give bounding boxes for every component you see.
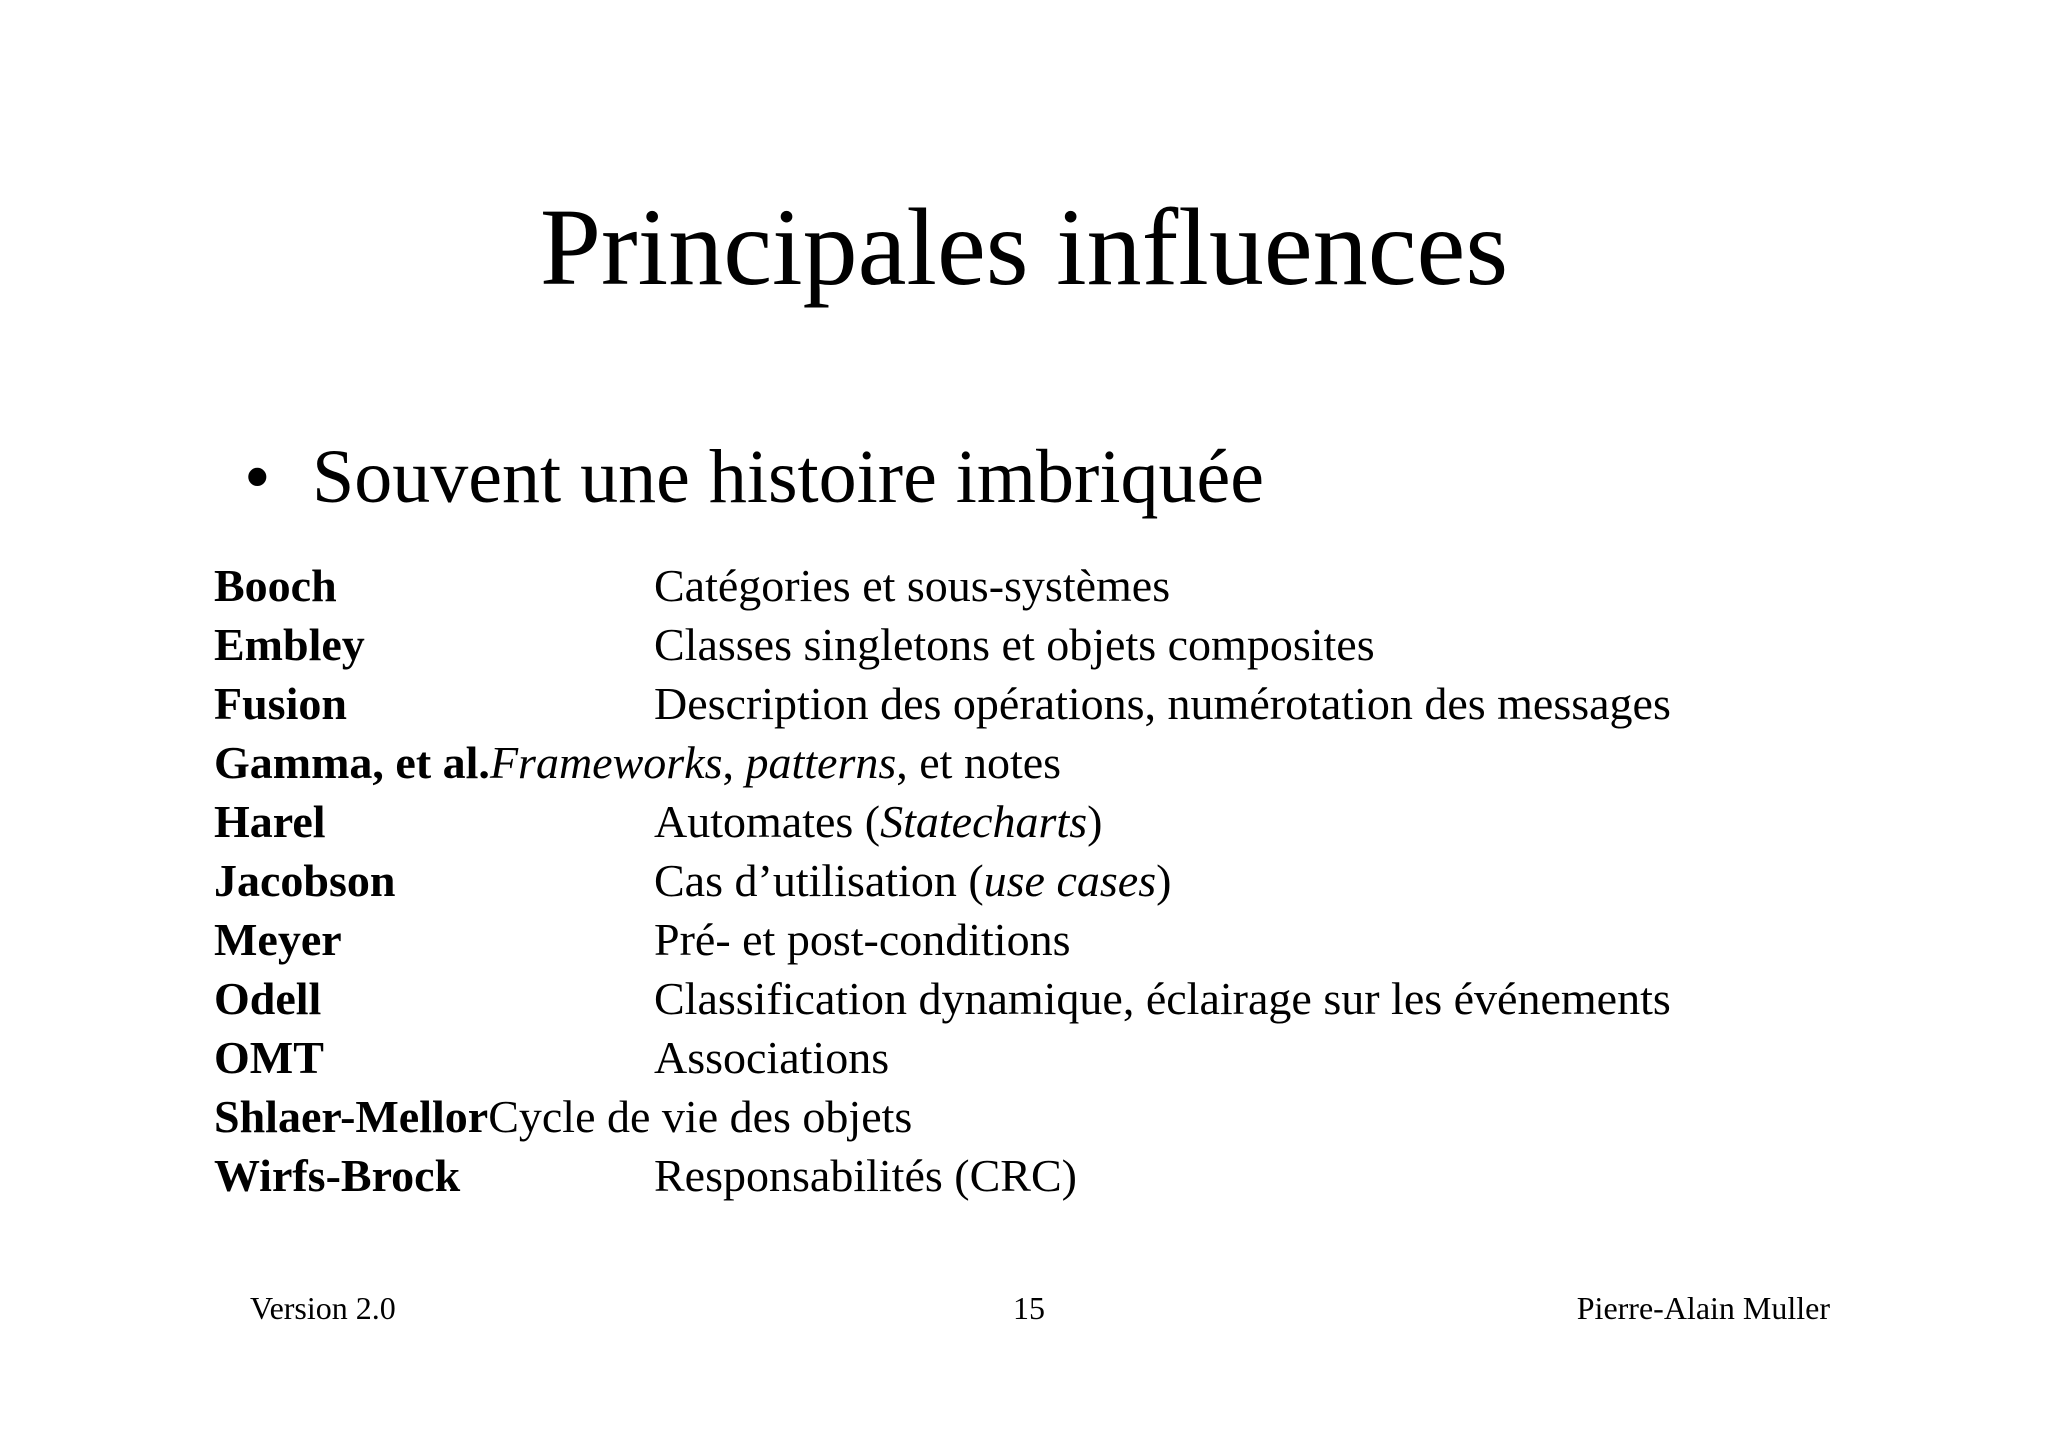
influence-name: Gamma, et al.	[214, 737, 490, 788]
separator: ,	[722, 737, 746, 788]
influence-name: Shlaer-Mellor	[214, 1091, 489, 1142]
emphasis-statecharts: Statecharts	[880, 796, 1088, 847]
influence-name: OMT	[214, 1032, 324, 1083]
influence-contribution: Associations	[654, 1032, 890, 1083]
bullet-item	[244, 432, 1264, 522]
influence-contribution	[654, 851, 1171, 910]
influence-name: Jacobson	[214, 855, 396, 906]
footer-version: Version 2.0	[250, 1290, 396, 1326]
influence-contribution: Description des opérations, numérotation des messages	[654, 678, 1671, 729]
influence-contribution: Pré- et post-conditions	[654, 914, 1071, 965]
influence-name: Embley	[214, 619, 365, 670]
influence-contribution: Classification dynamique, éclairage sur les événements	[654, 973, 1671, 1024]
influence-row-odell	[214, 969, 1671, 1028]
influence-contribution: Cycle de vie des objets	[488, 1091, 913, 1142]
contribution-post: )	[1087, 796, 1103, 847]
bullet-text: Souvent une histoire imbriquée	[312, 435, 1264, 519]
contribution-pre: Cas d’utilisation (	[654, 855, 984, 906]
contribution-post: )	[1156, 855, 1172, 906]
influence-name: Harel	[214, 796, 326, 847]
influence-row-harel	[214, 792, 1103, 851]
influence-row-meyer	[214, 910, 1071, 969]
slide-title: Principales influences	[539, 186, 1509, 308]
emphasis-frameworks: Frameworks	[489, 737, 723, 788]
footer-author: Pierre-Alain Muller	[1576, 1290, 1830, 1326]
influence-row-shlaer-mellor	[214, 1087, 1061, 1146]
influence-name: Fusion	[214, 678, 347, 729]
influence-contribution	[654, 792, 1102, 851]
influence-contribution: Catégories et sous-systèmes	[654, 560, 1171, 611]
influence-contribution: Responsabilités (CRC)	[654, 1150, 1077, 1201]
influence-name: Booch	[214, 560, 337, 611]
emphasis-use-cases: use cases	[983, 855, 1157, 906]
influence-name: Meyer	[214, 914, 342, 965]
influence-contribution	[490, 737, 1061, 788]
contribution-rest: , et notes	[896, 737, 1062, 788]
influence-name: Wirfs-Brock	[214, 1150, 461, 1201]
influence-row-omt	[214, 1028, 1061, 1087]
emphasis-patterns: patterns	[745, 737, 897, 788]
influence-row-fusion	[214, 674, 1671, 733]
influence-row-jacobson	[214, 851, 1172, 910]
influence-row-gamma	[214, 733, 1061, 792]
contribution-pre: Automates (	[654, 796, 881, 847]
influence-contribution: Classes singletons et objets composites	[654, 619, 1375, 670]
influence-name: Odell	[214, 973, 322, 1024]
influences-list	[214, 556, 1671, 1205]
influence-row-wirfs-brock	[214, 1146, 1077, 1205]
footer-page-number: 15	[1013, 1290, 1045, 1326]
influence-row-embley	[214, 615, 1375, 674]
bullet-dot: •	[244, 435, 271, 519]
influence-row-booch	[214, 556, 1171, 615]
